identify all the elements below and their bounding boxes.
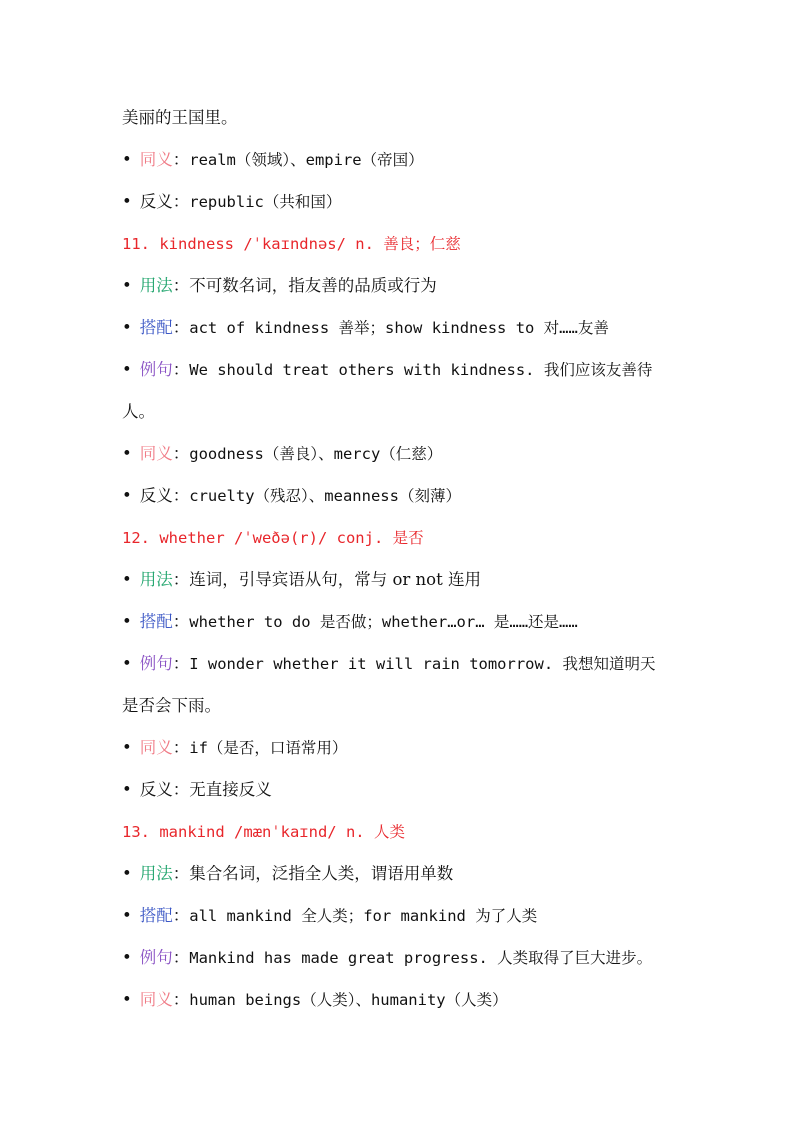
bullet-icon: • xyxy=(122,780,132,799)
example-label: 例句 xyxy=(139,948,173,967)
usage-label: 用法 xyxy=(139,864,173,883)
label-colon: ： xyxy=(172,906,190,925)
usage-line xyxy=(122,862,453,886)
synonym-text: goodness（善良）、mercy（仁慈） xyxy=(189,445,443,463)
antonym-text: republic（共和国） xyxy=(189,193,342,211)
bullet-icon: • xyxy=(122,990,132,1009)
synonym-line xyxy=(122,736,347,760)
collocation-text: all mankind 全人类；for mankind 为了人类 xyxy=(189,907,538,925)
label-colon: ： xyxy=(172,150,190,169)
entry-heading: 13. mankind /mænˈkaɪnd/ n. 人类 xyxy=(122,823,405,841)
bullet-icon: • xyxy=(122,360,132,379)
antonym-line xyxy=(122,778,272,802)
bullet-icon: • xyxy=(122,948,132,967)
entry-heading: 12. whether /ˈweðə(r)/ conj. 是否 xyxy=(122,529,424,547)
collocation-line xyxy=(122,316,609,340)
usage-line xyxy=(122,274,437,298)
usage-text: 集合名词，泛指全人类，谓语用单数 xyxy=(189,864,454,883)
bullet-icon: • xyxy=(122,906,132,925)
example-label: 例句 xyxy=(139,654,173,673)
usage-label: 用法 xyxy=(139,570,173,589)
usage-line xyxy=(122,568,481,592)
collocation-line xyxy=(122,610,578,634)
label-colon: ： xyxy=(172,654,190,673)
example-line xyxy=(122,652,656,676)
synonym-text: human beings（人类）、humanity（人类） xyxy=(189,991,508,1009)
collocation-label: 搭配 xyxy=(139,612,173,631)
synonym-label: 同义 xyxy=(139,150,173,169)
antonym-label: 反义 xyxy=(139,780,173,799)
bullet-icon: • xyxy=(122,612,132,631)
example-line xyxy=(122,358,652,382)
label-colon: ： xyxy=(172,948,190,967)
bullet-icon: • xyxy=(122,192,132,211)
label-colon: ： xyxy=(172,612,190,631)
collocation-line xyxy=(122,904,537,928)
label-colon: ： xyxy=(172,318,190,337)
bullet-icon: • xyxy=(122,864,132,883)
intro-text: 美丽的王国里。 xyxy=(122,108,238,127)
synonym-line xyxy=(122,988,508,1012)
synonym-label: 同义 xyxy=(139,444,173,463)
label-colon: ： xyxy=(172,864,190,883)
entry-heading: 11. kindness /ˈkaɪndnəs/ n. 善良；仁慈 xyxy=(122,235,461,253)
label-colon: ： xyxy=(172,780,190,799)
usage-text: 连词，引导宾语从句，常与 or not 连用 xyxy=(189,570,481,589)
collocation-text: act of kindness 善举；show kindness to 对……友善 xyxy=(189,319,609,337)
example-text: Mankind has made great progress. 人类取得了巨大进步。 xyxy=(189,949,653,967)
bullet-icon: • xyxy=(122,318,132,337)
bullet-icon: • xyxy=(122,444,132,463)
label-colon: ： xyxy=(172,990,190,1009)
synonym-text: realm（领域）、empire（帝国） xyxy=(189,151,424,169)
label-colon: ： xyxy=(172,192,190,211)
bullet-icon: • xyxy=(122,570,132,589)
antonym-text: cruelty（残忍）、meanness（刻薄） xyxy=(189,487,461,505)
example-text: I wonder whether it will rain tomorrow. 我想知道明天 xyxy=(189,655,656,673)
bullet-icon: • xyxy=(122,738,132,757)
example-label: 例句 xyxy=(139,360,173,379)
label-colon: ： xyxy=(172,360,190,379)
example-continuation: 人。 xyxy=(122,402,155,421)
label-colon: ： xyxy=(172,444,190,463)
synonym-label: 同义 xyxy=(139,990,173,1009)
intro-synonym-line xyxy=(122,148,424,172)
example-line xyxy=(122,946,652,970)
antonym-label: 反义 xyxy=(139,192,173,211)
collocation-text: whether to do 是否做；whether…or… 是……还是…… xyxy=(189,613,578,631)
bullet-icon: • xyxy=(122,276,132,295)
antonym-text: 无直接反义 xyxy=(189,780,272,799)
label-colon: ： xyxy=(172,738,190,757)
bullet-icon: • xyxy=(122,486,132,505)
usage-label: 用法 xyxy=(139,276,173,295)
antonym-line xyxy=(122,484,461,508)
intro-antonym-line xyxy=(122,190,341,214)
example-continuation: 是否会下雨。 xyxy=(122,696,221,715)
bullet-icon: • xyxy=(122,150,132,169)
label-colon: ： xyxy=(172,486,190,505)
example-text: We should treat others with kindness. 我们应该友善待 xyxy=(189,361,653,379)
synonym-label: 同义 xyxy=(139,738,173,757)
usage-text: 不可数名词，指友善的品质或行为 xyxy=(189,276,437,295)
label-colon: ： xyxy=(172,570,190,589)
bullet-icon: • xyxy=(122,654,132,673)
antonym-label: 反义 xyxy=(139,486,173,505)
synonym-line xyxy=(122,442,442,466)
collocation-label: 搭配 xyxy=(139,906,173,925)
label-colon: ： xyxy=(172,276,190,295)
collocation-label: 搭配 xyxy=(139,318,173,337)
synonym-text: if（是否，口语常用） xyxy=(189,739,348,757)
